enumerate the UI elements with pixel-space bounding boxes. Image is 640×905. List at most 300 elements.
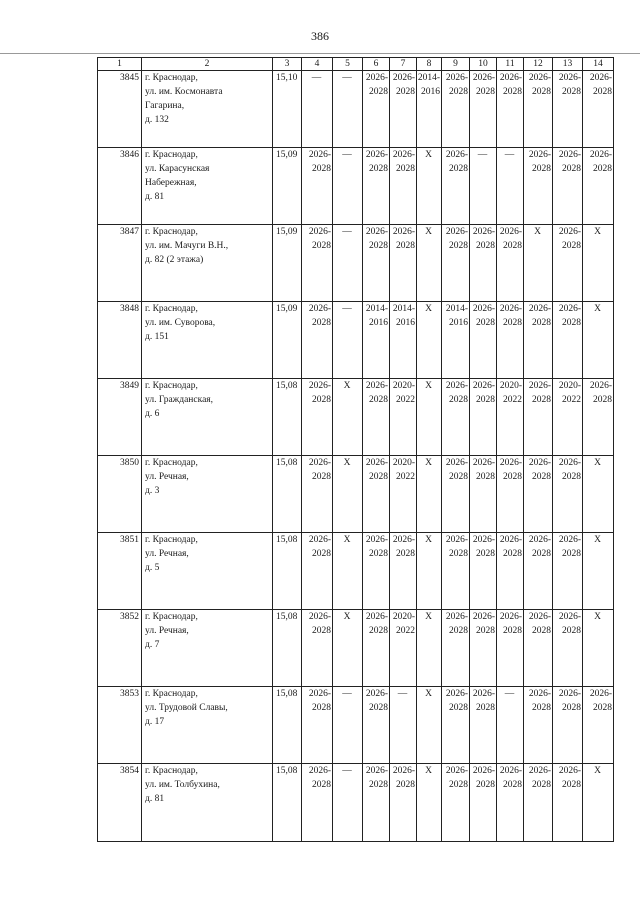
- period-cell-col-5: [333, 71, 363, 148]
- cell-value-line: 2026-: [499, 227, 522, 237]
- cell-value-line: 2028: [449, 780, 468, 790]
- cell-value-line: 2026-: [558, 150, 581, 160]
- cell-value: X: [594, 612, 601, 622]
- cell-value-line: 2026-: [365, 381, 388, 391]
- period-cell-col-4: [302, 379, 333, 456]
- cell-value-line: 2028: [562, 318, 581, 328]
- cell-value-line: 2028: [449, 164, 468, 174]
- cell-value-line: 2028: [562, 549, 581, 559]
- period-cell-col-6: [363, 148, 390, 225]
- address-line: д. 6: [145, 409, 160, 419]
- cell-value: —: [477, 150, 488, 160]
- table-row: [98, 687, 614, 764]
- period-cell-col-4: [302, 610, 333, 687]
- column-header-10: 10: [470, 58, 497, 71]
- cell-value-line: 2028: [532, 472, 551, 482]
- cell-value-line: 2026-: [558, 689, 581, 699]
- cell-value-line: 2022: [396, 472, 415, 482]
- cell-value: —: [397, 689, 408, 699]
- period-cell-col-7: [390, 687, 417, 764]
- cell-value-line: 2028: [503, 472, 522, 482]
- cell-value-line: 2026-: [472, 458, 495, 468]
- cell-value-line: 2026-: [558, 612, 581, 622]
- period-cell-col-6: [363, 302, 390, 379]
- period-cell-col-13: [553, 225, 583, 302]
- period-cell-col-8: [417, 379, 442, 456]
- cell-value: X: [343, 381, 351, 391]
- period-cell-col-5: [333, 687, 363, 764]
- address-line: д. 151: [145, 332, 169, 342]
- cell-value-line: 2028: [449, 87, 468, 97]
- address-line: д. 17: [145, 717, 165, 727]
- cell-value-line: 2028: [532, 164, 551, 174]
- period-cell-col-11: [497, 764, 524, 842]
- address-line: д. 81: [145, 192, 165, 202]
- period-cell-col-10: [470, 71, 497, 148]
- cell-value: X: [425, 535, 432, 545]
- cell-value: X: [343, 535, 351, 545]
- period-cell-col-9: [442, 533, 470, 610]
- area-cell: 15,09: [273, 148, 302, 225]
- period-cell-col-10: [470, 764, 497, 842]
- address-line: г. Краснодар,: [145, 304, 198, 314]
- cell-value-line: 2016: [421, 87, 440, 97]
- table-row: [98, 533, 614, 610]
- address-cell: [142, 379, 273, 456]
- period-cell-col-12: [524, 225, 553, 302]
- cell-value-line: 2028: [449, 395, 468, 405]
- page-number: 386: [311, 29, 329, 43]
- cell-value-line: 2014-: [365, 304, 388, 314]
- cell-value: —: [342, 689, 352, 699]
- column-header-11: 11: [497, 58, 524, 71]
- row-number: 3850: [98, 456, 142, 533]
- cell-value-line: 2028: [369, 626, 388, 636]
- cell-value-line: 2028: [532, 549, 551, 559]
- period-cell-col-9: [442, 764, 470, 842]
- cell-value-line: 2028: [312, 241, 331, 251]
- cell-value-line: 2028: [369, 549, 388, 559]
- address-line: г. Краснодар,: [145, 689, 198, 699]
- period-cell-col-8: [417, 610, 442, 687]
- column-header-8: 8: [417, 58, 442, 71]
- cell-value-line: 2026-: [308, 458, 331, 468]
- cell-value-line: 2026-: [499, 535, 522, 545]
- cell-value-line: 2026-: [308, 381, 331, 391]
- cell-value-line: 2028: [532, 87, 551, 97]
- cell-value-line: 2026-: [392, 73, 415, 83]
- address-line: г. Краснодар,: [145, 612, 198, 622]
- cell-value-line: 2026-: [308, 227, 331, 237]
- period-cell-col-11: [497, 533, 524, 610]
- cell-value-line: 2026-: [528, 612, 551, 622]
- cell-value-line: 2026-: [528, 150, 551, 160]
- cell-value-line: 2028: [312, 626, 331, 636]
- area-cell: 15,08: [273, 456, 302, 533]
- period-cell-col-13: [553, 302, 583, 379]
- address-line: ул. им. Толбухина,: [145, 780, 220, 790]
- period-cell-col-7: [390, 533, 417, 610]
- address-line: Гагарина,: [145, 101, 185, 111]
- cell-value-line: 2026-: [445, 612, 468, 622]
- period-cell-col-6: [363, 610, 390, 687]
- area-cell: 15,09: [273, 302, 302, 379]
- period-cell-col-11: [497, 225, 524, 302]
- column-header-6: 6: [363, 58, 390, 71]
- row-number: 3851: [98, 533, 142, 610]
- cell-value-line: 2026-: [558, 458, 581, 468]
- cell-value: X: [425, 304, 432, 314]
- period-cell-col-11: [497, 71, 524, 148]
- cell-value-line: 2026-: [365, 150, 388, 160]
- cell-value: X: [425, 458, 432, 468]
- period-cell-col-14: [583, 687, 614, 764]
- address-cell: [142, 533, 273, 610]
- row-number: 3848: [98, 302, 142, 379]
- period-cell-col-8: [417, 687, 442, 764]
- cell-value-line: 2020-: [392, 381, 415, 391]
- row-number: 3853: [98, 687, 142, 764]
- column-header-5: 5: [333, 58, 363, 71]
- period-cell-col-5: [333, 610, 363, 687]
- period-cell-col-14: [583, 610, 614, 687]
- cell-value-line: 2028: [369, 395, 388, 405]
- cell-value-line: 2026-: [589, 73, 612, 83]
- period-cell-col-11: [497, 610, 524, 687]
- column-header-12: 12: [524, 58, 553, 71]
- table-row: [98, 456, 614, 533]
- period-cell-col-7: [390, 456, 417, 533]
- cell-value-line: 2026-: [472, 689, 495, 699]
- area-cell: 15,08: [273, 764, 302, 842]
- period-cell-col-14: [583, 764, 614, 842]
- cell-value-line: 2026-: [528, 458, 551, 468]
- cell-value-line: 2026-: [392, 227, 415, 237]
- cell-value: X: [594, 227, 601, 237]
- cell-value-line: 2028: [532, 395, 551, 405]
- period-cell-col-5: [333, 456, 363, 533]
- period-cell-col-12: [524, 456, 553, 533]
- column-header-14: 14: [583, 58, 614, 71]
- row-number: 3852: [98, 610, 142, 687]
- cell-value-line: 2016: [449, 318, 468, 328]
- cell-value-line: 2028: [562, 626, 581, 636]
- cell-value-line: 2026-: [589, 150, 612, 160]
- cell-value-line: 2026-: [308, 612, 331, 622]
- cell-value-line: 2028: [562, 472, 581, 482]
- cell-value-line: 2026-: [365, 458, 388, 468]
- period-cell-col-11: [497, 379, 524, 456]
- cell-value-line: 2028: [476, 780, 495, 790]
- period-cell-col-9: [442, 610, 470, 687]
- cell-value-line: 2026-: [445, 227, 468, 237]
- address-line: д. 5: [145, 563, 160, 573]
- cell-value-line: 2028: [476, 241, 495, 251]
- cell-value-line: 2026-: [528, 304, 551, 314]
- table-row: [98, 302, 614, 379]
- cell-value-line: 2026-: [392, 766, 415, 776]
- period-cell-col-5: [333, 302, 363, 379]
- address-line: ул. им. Мачуги В.Н.,: [145, 241, 229, 251]
- period-cell-col-5: [333, 148, 363, 225]
- cell-value: —: [342, 73, 352, 83]
- period-cell-col-9: [442, 225, 470, 302]
- table-row: [98, 610, 614, 687]
- cell-value-line: 2026-: [528, 381, 551, 391]
- period-cell-col-7: [390, 148, 417, 225]
- cell-value-line: 2026-: [558, 304, 581, 314]
- period-cell-col-5: [333, 764, 363, 842]
- cell-value-line: 2026-: [308, 304, 331, 314]
- cell-value-line: 2028: [562, 703, 581, 713]
- period-cell-col-11: [497, 687, 524, 764]
- period-cell-col-4: [302, 533, 333, 610]
- column-header-2: 2: [142, 58, 273, 71]
- period-cell-col-6: [363, 687, 390, 764]
- period-cell-col-4: [302, 302, 333, 379]
- cell-value: X: [425, 612, 432, 622]
- period-cell-col-12: [524, 379, 553, 456]
- cell-value-line: 2028: [532, 780, 551, 790]
- cell-value-line: 2022: [396, 395, 415, 405]
- period-cell-col-7: [390, 764, 417, 842]
- cell-value-line: 2028: [532, 626, 551, 636]
- header-row: [98, 58, 614, 71]
- period-cell-col-12: [524, 302, 553, 379]
- address-line: г. Краснодар,: [145, 766, 198, 776]
- cell-value-line: 2026-: [528, 689, 551, 699]
- address-line: д. 3: [145, 486, 160, 496]
- cell-value-line: 2028: [449, 241, 468, 251]
- cell-value-line: 2028: [562, 241, 581, 251]
- cell-value-line: 2028: [503, 318, 522, 328]
- address-line: д. 132: [145, 115, 169, 125]
- address-cell: [142, 687, 273, 764]
- register-table: [97, 57, 614, 842]
- cell-value-line: 2026-: [365, 73, 388, 83]
- address-line: г. Краснодар,: [145, 458, 198, 468]
- period-cell-col-5: [333, 225, 363, 302]
- area-cell: 15,08: [273, 610, 302, 687]
- cell-value-line: 2020-: [499, 381, 522, 391]
- cell-value-line: 2028: [396, 780, 415, 790]
- period-cell-col-10: [470, 687, 497, 764]
- cell-value-line: 2028: [312, 780, 331, 790]
- cell-value-line: 2028: [476, 395, 495, 405]
- cell-value-line: 2026-: [308, 689, 331, 699]
- cell-value-line: 2026-: [472, 612, 495, 622]
- cell-value-line: 2028: [312, 164, 331, 174]
- area-cell: 15,09: [273, 225, 302, 302]
- period-cell-col-10: [470, 379, 497, 456]
- cell-value-line: 2020-: [392, 612, 415, 622]
- period-cell-col-13: [553, 379, 583, 456]
- address-line: ул. Карасунская: [145, 164, 210, 174]
- address-line: ул. им. Космонавта: [145, 87, 223, 97]
- area-cell: 15,08: [273, 687, 302, 764]
- period-cell-col-8: [417, 225, 442, 302]
- cell-value: X: [594, 535, 601, 545]
- cell-value-line: 2026-: [365, 766, 388, 776]
- cell-value: X: [594, 458, 601, 468]
- period-cell-col-13: [553, 610, 583, 687]
- cell-value-line: 2028: [562, 780, 581, 790]
- cell-value-line: 2028: [503, 241, 522, 251]
- cell-value-line: 2028: [312, 395, 331, 405]
- cell-value-line: 2022: [503, 395, 522, 405]
- cell-value-line: 2026-: [365, 227, 388, 237]
- address-line: г. Краснодар,: [145, 535, 198, 545]
- cell-value-line: 2028: [369, 780, 388, 790]
- address-cell: [142, 764, 273, 842]
- cell-value-line: 2028: [396, 87, 415, 97]
- cell-value: X: [594, 766, 601, 776]
- table-row: [98, 764, 614, 842]
- address-line: д. 82 (2 этажа): [145, 255, 204, 265]
- period-cell-col-10: [470, 610, 497, 687]
- period-cell-col-6: [363, 533, 390, 610]
- cell-value-line: 2026-: [499, 612, 522, 622]
- cell-value-line: 2026-: [445, 766, 468, 776]
- row-number: 3845: [98, 71, 142, 148]
- cell-value-line: 2026-: [472, 227, 495, 237]
- cell-value-line: 2028: [369, 241, 388, 251]
- period-cell-col-9: [442, 379, 470, 456]
- period-cell-col-9: [442, 71, 470, 148]
- period-cell-col-5: [333, 379, 363, 456]
- period-cell-col-6: [363, 764, 390, 842]
- cell-value-line: 2026-: [528, 766, 551, 776]
- cell-value-line: 2026-: [558, 766, 581, 776]
- cell-value: —: [342, 150, 352, 160]
- cell-value-line: 2028: [449, 703, 468, 713]
- cell-value-line: 2028: [593, 395, 612, 405]
- cell-value-line: 2026-: [472, 766, 495, 776]
- cell-value-line: 2026-: [445, 73, 468, 83]
- table-row: [98, 71, 614, 148]
- cell-value-line: 2026-: [472, 304, 495, 314]
- column-header-13: 13: [553, 58, 583, 71]
- cell-value-line: 2026-: [589, 381, 612, 391]
- period-cell-col-14: [583, 379, 614, 456]
- cell-value-line: 2026-: [308, 535, 331, 545]
- period-cell-col-7: [390, 379, 417, 456]
- address-line: г. Краснодар,: [145, 381, 198, 391]
- cell-value-line: 2028: [449, 472, 468, 482]
- cell-value: X: [425, 150, 432, 160]
- cell-value-line: 2026-: [445, 150, 468, 160]
- period-cell-col-8: [417, 302, 442, 379]
- address-cell: [142, 71, 273, 148]
- period-cell-col-9: [442, 148, 470, 225]
- period-cell-col-10: [470, 456, 497, 533]
- cell-value: X: [594, 304, 601, 314]
- period-cell-col-8: [417, 148, 442, 225]
- cell-value-line: 2026-: [365, 689, 388, 699]
- cell-value-line: 2028: [476, 87, 495, 97]
- cell-value-line: 2028: [449, 549, 468, 559]
- period-cell-col-6: [363, 71, 390, 148]
- cell-value-line: 2028: [532, 318, 551, 328]
- period-cell-col-10: [470, 225, 497, 302]
- cell-value: X: [343, 612, 351, 622]
- period-cell-col-4: [302, 148, 333, 225]
- cell-value-line: 2028: [503, 626, 522, 636]
- cell-value-line: 2014-: [417, 73, 440, 83]
- cell-value-line: 2026-: [472, 535, 495, 545]
- table-row: [98, 148, 614, 225]
- address-cell: [142, 302, 273, 379]
- period-cell-col-14: [583, 302, 614, 379]
- cell-value-line: 2016: [396, 318, 415, 328]
- row-number: 3847: [98, 225, 142, 302]
- period-cell-col-13: [553, 148, 583, 225]
- cell-value: X: [425, 766, 432, 776]
- period-cell-col-6: [363, 225, 390, 302]
- cell-value-line: 2028: [312, 472, 331, 482]
- cell-value-line: 2022: [396, 626, 415, 636]
- column-header-9: 9: [442, 58, 470, 71]
- period-cell-col-12: [524, 764, 553, 842]
- cell-value-line: 2028: [396, 164, 415, 174]
- address-line: д. 7: [145, 640, 160, 650]
- period-cell-col-14: [583, 225, 614, 302]
- cell-value-line: 2026-: [499, 766, 522, 776]
- cell-value-line: 2028: [369, 87, 388, 97]
- address-line: ул. Речная,: [145, 472, 189, 482]
- cell-value-line: 2026-: [558, 73, 581, 83]
- period-cell-col-12: [524, 148, 553, 225]
- address-line: д. 81: [145, 794, 165, 804]
- area-cell: 15,08: [273, 533, 302, 610]
- period-cell-col-11: [497, 148, 524, 225]
- cell-value-line: 2026-: [392, 150, 415, 160]
- period-cell-col-12: [524, 610, 553, 687]
- cell-value: X: [343, 458, 351, 468]
- period-cell-col-9: [442, 302, 470, 379]
- period-cell-col-10: [470, 302, 497, 379]
- cell-value-line: 2026-: [558, 227, 581, 237]
- row-number: 3846: [98, 148, 142, 225]
- cell-value-line: 2014-: [392, 304, 415, 314]
- cell-value-line: 2028: [369, 703, 388, 713]
- cell-value-line: 2026-: [308, 766, 331, 776]
- cell-value-line: 2026-: [392, 535, 415, 545]
- address-cell: [142, 148, 273, 225]
- table-body: [98, 71, 614, 842]
- cell-value-line: 2026-: [499, 458, 522, 468]
- period-cell-col-12: [524, 533, 553, 610]
- cell-value-line: 2028: [476, 703, 495, 713]
- cell-value-line: 2028: [562, 164, 581, 174]
- cell-value: X: [425, 227, 432, 237]
- address-line: г. Краснодар,: [145, 150, 198, 160]
- cell-value-line: 2020-: [392, 458, 415, 468]
- cell-value-line: 2028: [476, 626, 495, 636]
- period-cell-col-8: [417, 71, 442, 148]
- period-cell-col-4: [302, 225, 333, 302]
- period-cell-col-7: [390, 610, 417, 687]
- cell-value-line: 2026-: [308, 150, 331, 160]
- cell-value-line: 2028: [312, 703, 331, 713]
- column-header-4: 4: [302, 58, 333, 71]
- cell-value-line: 2028: [476, 472, 495, 482]
- table-row: [98, 225, 614, 302]
- period-cell-col-13: [553, 687, 583, 764]
- period-cell-col-13: [553, 456, 583, 533]
- cell-value-line: 2028: [503, 549, 522, 559]
- period-cell-col-14: [583, 71, 614, 148]
